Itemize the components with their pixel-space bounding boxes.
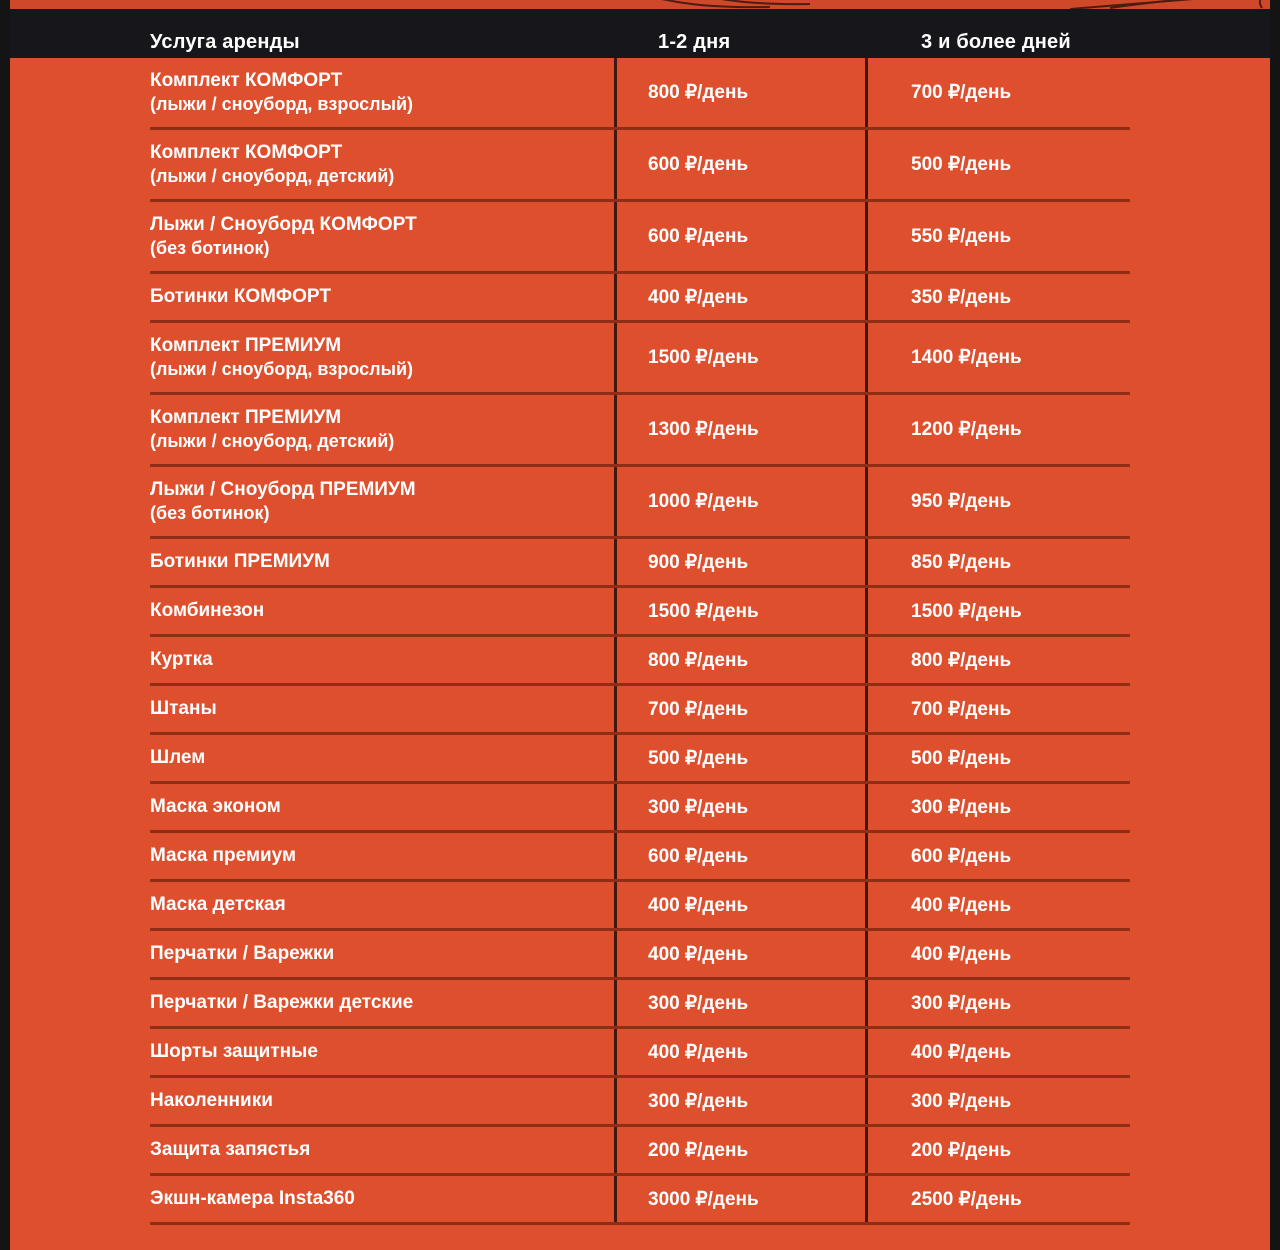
- service-name-main: Защита запястья: [150, 1139, 311, 1161]
- service-name-main: Комплект КОМФОРТ: [150, 70, 343, 92]
- cell-service-name: [150, 1137, 614, 1162]
- cell-price-3-plus-days: 2500 ₽/день: [911, 1188, 1022, 1210]
- service-name-sub: (без ботинок): [150, 503, 270, 524]
- table-row: [150, 395, 1130, 467]
- table-row: [150, 58, 1130, 130]
- service-name-sub: (без ботинок): [150, 238, 270, 259]
- cell-price-1-2-days: 1000 ₽/день: [648, 491, 759, 512]
- decorative-line-art-strip: [10, 0, 1270, 9]
- service-name-sub: (лыжи / сноуборд, детский): [150, 431, 395, 452]
- cell-price-1-2-days: 800 ₽/день: [648, 649, 749, 671]
- service-name-main: Наколенники: [150, 1090, 273, 1112]
- cell-service-name: [150, 745, 614, 770]
- service-name-main: Перчатки / Варежки детские: [150, 992, 414, 1014]
- cell-price-3-plus-days: 500 ₽/день: [911, 747, 1012, 769]
- cell-price-1-2-days: 400 ₽/день: [648, 286, 749, 308]
- cell-price-3-plus-days: 600 ₽/день: [911, 845, 1012, 867]
- service-name-main: Комбинезон: [150, 600, 265, 622]
- cell-price-1-2-days: 500 ₽/день: [648, 747, 749, 769]
- cell-service-name: [150, 68, 614, 117]
- cell-service-name: [150, 843, 614, 868]
- cell-service-name: [150, 333, 614, 382]
- table-row: [150, 784, 1130, 833]
- price-table-body: [150, 58, 1130, 1225]
- table-row: [150, 1127, 1130, 1176]
- cell-price-3-plus-days: 700 ₽/день: [911, 698, 1012, 720]
- cell-service-name: [150, 549, 614, 574]
- cell-price-1-2-days: 1500 ₽/день: [648, 347, 759, 368]
- service-name-main: Штаны: [150, 698, 217, 720]
- cell-price-3-plus-days: 1500 ₽/день: [911, 600, 1022, 622]
- column-header-3-plus-days: 3 и более дней: [921, 31, 1071, 53]
- service-name-main: Перчатки / Варежки: [150, 943, 335, 965]
- service-name-sub: (лыжи / сноуборд, взрослый): [150, 94, 414, 115]
- table-row: [150, 202, 1130, 274]
- service-name-main: Ботинки ПРЕМИУМ: [150, 551, 330, 573]
- service-name-main: Экшн-камера Insta360: [150, 1188, 355, 1210]
- cell-price-3-plus-days: 700 ₽/день: [911, 82, 1012, 103]
- cell-price-1-2-days: 300 ₽/день: [648, 1090, 749, 1112]
- column-header-service: Услуга аренды: [150, 31, 300, 53]
- service-name-main: Маска премиум: [150, 845, 297, 867]
- service-name-sub: (лыжи / сноуборд, детский): [150, 166, 395, 187]
- service-name-main: Комплект ПРЕМИУМ: [150, 335, 342, 357]
- cell-price-3-plus-days: 500 ₽/день: [911, 154, 1012, 175]
- service-name-main: Маска детская: [150, 894, 286, 916]
- price-table-sheet: [10, 58, 1270, 1250]
- table-row: [150, 931, 1130, 980]
- service-name-main: Маска эконом: [150, 796, 281, 818]
- cell-price-1-2-days: 700 ₽/день: [648, 698, 749, 720]
- service-name-main: Комплект КОМФОРТ: [150, 142, 343, 164]
- cell-price-3-plus-days: 300 ₽/день: [911, 992, 1012, 1014]
- cell-service-name: [150, 1088, 614, 1113]
- decorative-swirl-icon: [10, 0, 1270, 9]
- service-name-sub: (лыжи / сноуборд, взрослый): [150, 359, 414, 380]
- table-row: [150, 882, 1130, 931]
- table-row: [150, 980, 1130, 1029]
- service-name-main: Куртка: [150, 649, 213, 671]
- cell-price-1-2-days: 300 ₽/день: [648, 796, 749, 818]
- cell-price-3-plus-days: 200 ₽/день: [911, 1139, 1012, 1161]
- cell-price-1-2-days: 600 ₽/день: [648, 845, 749, 867]
- cell-price-3-plus-days: 800 ₽/день: [911, 649, 1012, 671]
- cell-service-name: [150, 284, 614, 309]
- cell-price-1-2-days: 400 ₽/день: [648, 943, 749, 965]
- cell-price-1-2-days: 600 ₽/день: [648, 154, 749, 175]
- cell-price-1-2-days: 400 ₽/день: [648, 1041, 749, 1063]
- cell-price-3-plus-days: 1400 ₽/день: [911, 347, 1022, 368]
- cell-price-3-plus-days: 400 ₽/день: [911, 894, 1012, 916]
- cell-price-1-2-days: 1500 ₽/день: [648, 600, 759, 622]
- cell-service-name: [150, 941, 614, 966]
- cell-price-1-2-days: 900 ₽/день: [648, 551, 749, 573]
- cell-price-1-2-days: 200 ₽/день: [648, 1139, 749, 1161]
- cell-price-3-plus-days: 550 ₽/день: [911, 226, 1012, 247]
- cell-price-1-2-days: 800 ₽/день: [648, 82, 749, 103]
- cell-price-1-2-days: 600 ₽/день: [648, 226, 749, 247]
- cell-service-name: [150, 405, 614, 454]
- table-header-band: [10, 9, 1270, 58]
- table-row: [150, 130, 1130, 202]
- cell-price-1-2-days: 300 ₽/день: [648, 992, 749, 1014]
- table-row: [150, 539, 1130, 588]
- cell-service-name: [150, 1186, 614, 1211]
- table-row: [150, 323, 1130, 395]
- cell-price-3-plus-days: 850 ₽/день: [911, 551, 1012, 573]
- cell-price-3-plus-days: 950 ₽/день: [911, 491, 1012, 512]
- cell-service-name: [150, 212, 614, 261]
- cell-service-name: [150, 477, 614, 526]
- service-name-main: Комплект ПРЕМИУМ: [150, 407, 342, 429]
- service-name-main: Шлем: [150, 747, 206, 769]
- cell-price-3-plus-days: 300 ₽/день: [911, 796, 1012, 818]
- cell-price-1-2-days: 3000 ₽/день: [648, 1188, 759, 1210]
- cell-service-name: [150, 696, 614, 721]
- cell-price-3-plus-days: 400 ₽/день: [911, 1041, 1012, 1063]
- table-row: [150, 637, 1130, 686]
- cell-price-3-plus-days: 400 ₽/день: [911, 943, 1012, 965]
- table-row: [150, 735, 1130, 784]
- table-row: [150, 686, 1130, 735]
- cell-service-name: [150, 794, 614, 819]
- cell-service-name: [150, 140, 614, 189]
- table-row: [150, 1078, 1130, 1127]
- cell-service-name: [150, 1039, 614, 1064]
- cell-price-1-2-days: 1300 ₽/день: [648, 419, 759, 440]
- table-row: [150, 1029, 1130, 1078]
- cell-price-3-plus-days: 300 ₽/день: [911, 1090, 1012, 1112]
- cell-price-3-plus-days: 1200 ₽/день: [911, 419, 1022, 440]
- table-row: [150, 467, 1130, 539]
- table-row: [150, 833, 1130, 882]
- cell-service-name: [150, 892, 614, 917]
- column-header-1-2-days: 1-2 дня: [658, 31, 731, 53]
- cell-service-name: [150, 990, 614, 1015]
- service-name-main: Шорты защитные: [150, 1041, 318, 1063]
- cell-service-name: [150, 598, 614, 623]
- table-row: [150, 1176, 1130, 1225]
- service-name-main: Лыжи / Сноуборд КОМФОРТ: [150, 214, 417, 236]
- service-name-main: Лыжи / Сноуборд ПРЕМИУМ: [150, 479, 416, 501]
- service-name-main: Ботинки КОМФОРТ: [150, 286, 331, 308]
- cell-price-3-plus-days: 350 ₽/день: [911, 286, 1012, 308]
- cell-price-1-2-days: 400 ₽/день: [648, 894, 749, 916]
- table-row: [150, 274, 1130, 323]
- table-row: [150, 588, 1130, 637]
- cell-service-name: [150, 647, 614, 672]
